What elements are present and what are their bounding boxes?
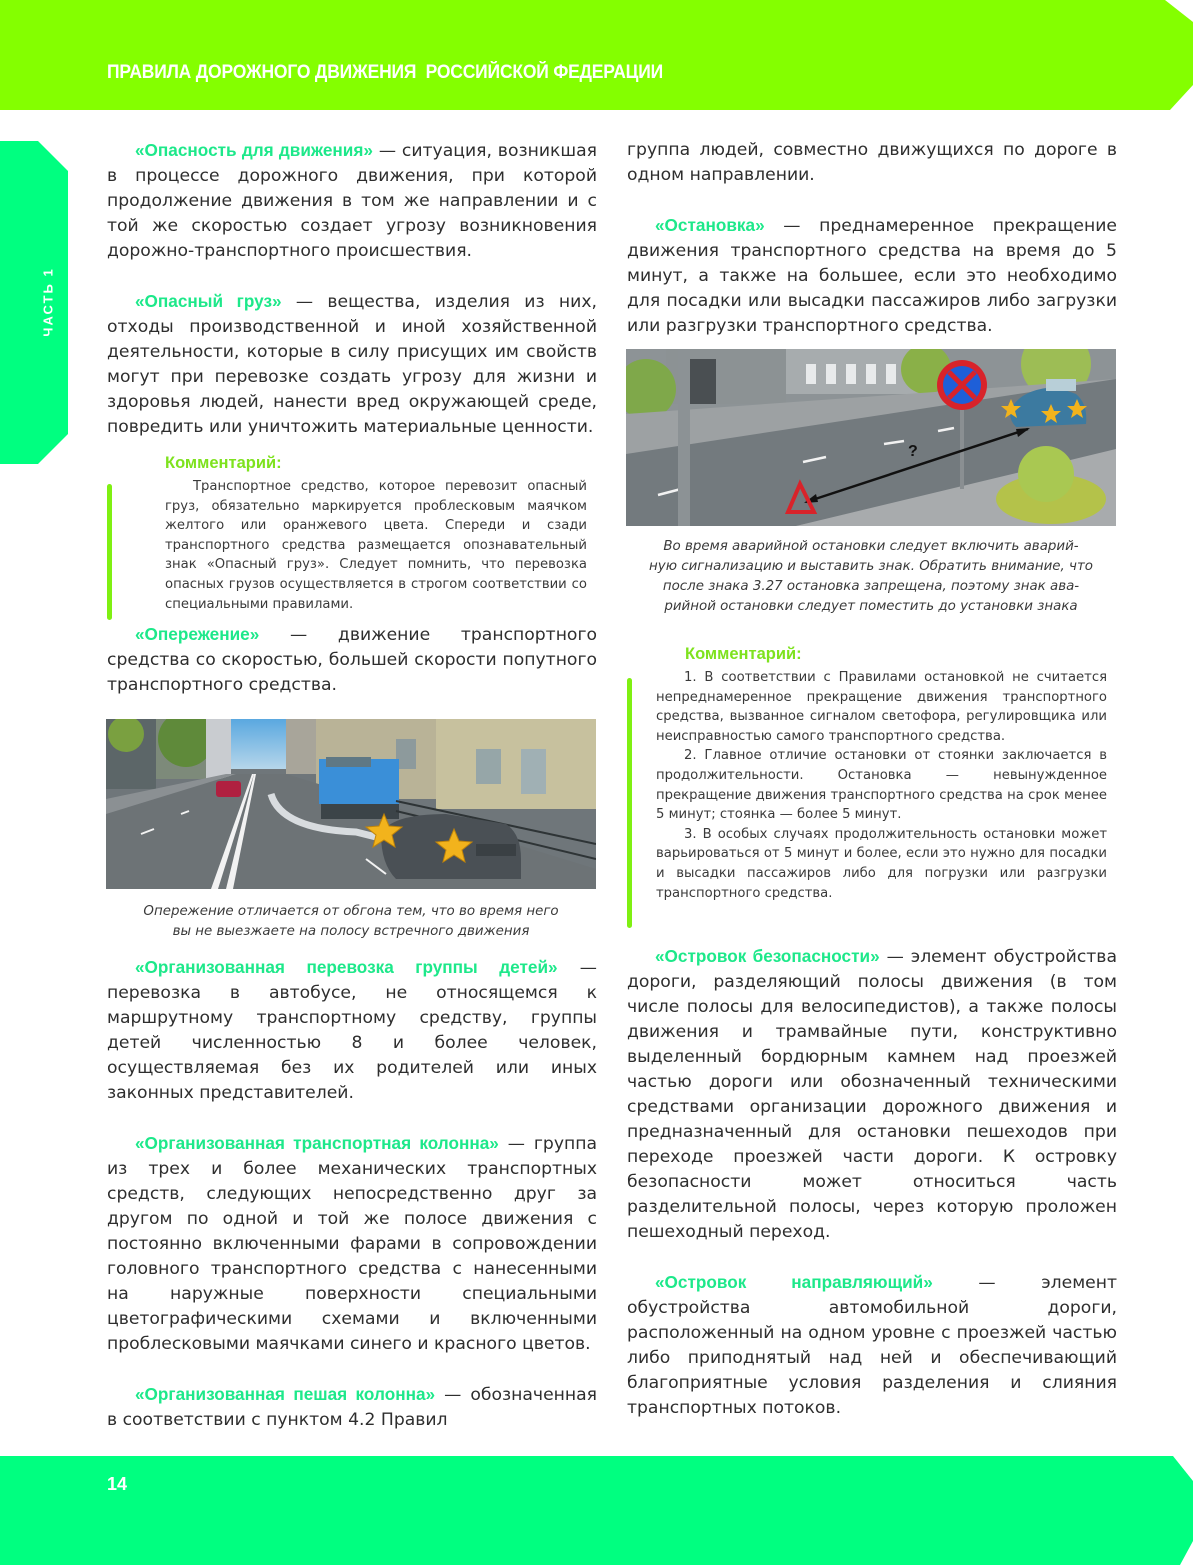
footer-band (0, 1456, 1193, 1565)
caption-line: вы не выезжаете на полосу встречного движения (172, 924, 530, 939)
term: «Организованная транспортная колонна» (135, 1133, 499, 1153)
definition-organized-pedestrian-column (107, 1382, 597, 1433)
emergency-stop-caption (626, 537, 1116, 617)
definition-text: — элемент обустройства дороги, разделяющий полосы движения (в том числе полосы для велосипедистов), а также полосы движения и трамвайные пути, конструктивно выделенный бордюрным камнем над проезжей частью дороги или обозначенный техническими средствами организации дорожного движения и предназначенный для остановки пешеходов при переходе проезжей части дороги. К островку безопасности может относиться часть разделительной полосы, через которую проложен пешеходный переход. (627, 947, 1117, 1242)
definition-text: — вещества, изделия из них, отходы производственной и иной хозяйственной деятельности, которые в силу присущих им свойств могут при перевозке создать угрозу для жизни и здоровья людей, нанести вред окружающей среде, повредить или уничтожить материальные ценности. (107, 292, 597, 437)
caption-line: ную сигнализацию и выставить знак. Обратить внимание, что (649, 559, 1093, 574)
definition-text: — преднамеренное прекращение движения транспортного средства на время до 5 минут, а также на большее, если это необходимо для посадки или высадки пассажиров либо загрузки или разгрузки транспортного средства. (627, 216, 1117, 336)
comment-title: Комментарий: (165, 454, 282, 472)
term: «Опасность для движения» (135, 140, 373, 160)
comment-title: Комментарий: (685, 645, 802, 663)
street-scene-icon (106, 719, 596, 889)
emergency-stop-scene-icon (626, 349, 1116, 526)
term: «Опережение» (135, 624, 260, 645)
definition-guide-island (627, 1270, 1117, 1421)
definition-stop (627, 213, 1117, 339)
page-number: 14 (107, 1474, 128, 1494)
question-mark: ? (908, 443, 918, 460)
definition-organized-children-transport (107, 955, 597, 1106)
definition-overtaking (107, 622, 597, 698)
comment-accent-bar (107, 484, 112, 620)
comment-accent-bar (627, 678, 632, 928)
left-column (107, 138, 597, 698)
chapter-label: ЧАСТЬ 1 (40, 267, 56, 337)
comment-block-stop (627, 645, 1107, 903)
overtaking-illustration (106, 719, 596, 889)
definition-organized-transport-column (107, 1131, 597, 1357)
caption-line: Во время аварийной остановки следует включить аварий- (663, 539, 1079, 554)
definition-text: — группа из трех и более механических транспортных средств, следующих непосредственно друг за другом по одной и той же полосе движения с постоянно включенными фарами в сопровождении головного транспортного средства с нанесенными на наружные поверхности специальными цветографическими схемами и включенными проблесковыми маячками синего и красного цветов. (107, 1134, 597, 1354)
term: «Организованная пешая колонна» (135, 1384, 436, 1404)
caption-line: Опережение отличается от обгона тем, что во время него (143, 904, 559, 919)
definition-dangerous-cargo (107, 289, 597, 440)
term: «Остановка» (655, 215, 765, 235)
comment-block-cargo (107, 454, 597, 614)
caption-line: рийной остановки следует поместить до установки знака (664, 599, 1078, 614)
comment-item-1: 1. В соответствии с Правилами остановкой не считается непреднамеренное прекращение движения транспортного средства, вызванное сигналом светофора, регулировщика или неисправностью самого транспортного средства. (656, 670, 1107, 744)
definition-text: — ситуация, возникшая в процессе дорожного движения, при которой продолжение движения в том же направлении и с той же скоростью создает угрозу возникновения дорожно-транспортного происшествия. (107, 141, 597, 261)
comment-text: Транспортное средство, которое перевозит опасный груз, обязательно маркируется проблесковым маячком желтого или оранжевого цвета. Спереди и сзади транспортного средства размещается опознавательный знак «Опасный груз». Следует помнить, что перевозка опасных грузов осуществляется в строгом соответствии со специальными правилами. (165, 479, 587, 612)
caption-line: после знака 3.27 остановка запрещена, поэтому знак ава- (662, 579, 1080, 594)
term: «Организованная перевозка группы детей» (135, 957, 558, 977)
emergency-stop-illustration (626, 349, 1116, 526)
comment-item-2: 2. Главное отличие остановки от стоянки заключается в продолжительности. Остановка — невынужденное прекращение движения транспортного средства на срок менее 5 минут; стоянка — более 5 минут. (656, 748, 1107, 823)
definition-danger (107, 138, 597, 264)
definition-text: — элемент обустройства автомобильной дороги, расположенный на одном уровне с проезжей частью либо приподнятый над ней и обеспечивающий благоприятные условия разделения и слияния транспортных потоков. (627, 1273, 1118, 1418)
page-header-title: ПРАВИЛА ДОРОЖНОГО ДВИЖЕНИЯ РОССИЙСКОЙ ФЕДЕРАЦИИ (107, 62, 664, 83)
term: «Островок безопасности» (655, 946, 880, 966)
definition-text: — обозначенная в соответствии с пунктом 4.2 Правил (107, 1385, 598, 1430)
comment-item-3: 3. В особых случаях продолжительность остановки может варьироваться от 5 минут и более, если это нужно для посадки и высадки пассажиров либо для погрузки или разгрузки транспортного средства. (656, 826, 1107, 901)
definition-text: — движение транспортного средства со скоростью, большей скорости попутного транспортного средства. (107, 625, 597, 696)
continuation-text: группа людей, совместно движущихся по дороге в одном направлении. (627, 140, 1117, 185)
term: «Опасный груз» (135, 291, 282, 311)
header-band (0, 0, 1193, 110)
term: «Островок направляющий» (655, 1272, 933, 1292)
right-column (627, 138, 1117, 339)
definition-text: — перевозка в автобусе, не относящемся к маршрутному транспортному средству, группы детей численностью 8 и более человек, осуществляемая без их родителей или иных законных представителей. (107, 958, 597, 1103)
chapter-side-tab (0, 141, 68, 464)
definition-safety-island (627, 944, 1117, 1245)
left-column-lower (107, 955, 597, 1433)
overtaking-caption (106, 902, 596, 942)
right-column-lower (627, 944, 1117, 1421)
